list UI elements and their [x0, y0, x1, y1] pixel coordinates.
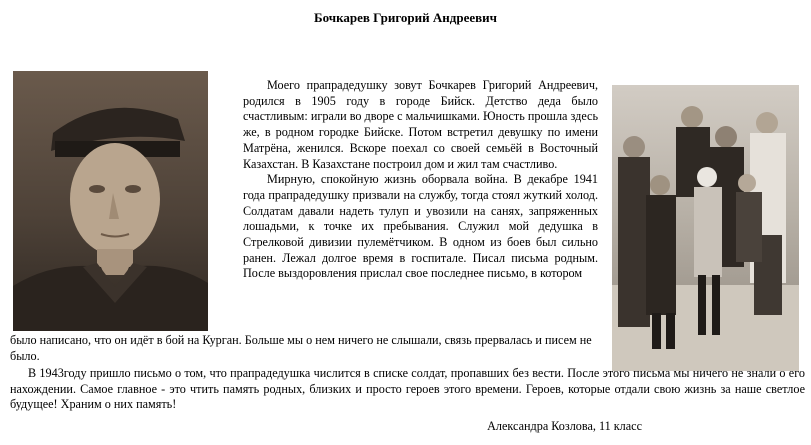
paragraph-war-continued: было написано, что он идёт в бой на Курган. Больше мы о нем ничего не слышали, связь прервалась и писем не было.	[10, 333, 592, 363]
author-signature: Александра Козлова, 11 класс	[487, 419, 642, 433]
document-title: Бочкарев Григорий Андреевич	[314, 10, 497, 25]
paragraph-childhood: Моего прапрадедушку зовут Бочкарев Григорий Андреевич, родился в 1905 году в городе Бийск. Детство деда было счастливым: играли во дворе с мальчишками. Юность прошла здесь же, в родном городке Бийске. Потом встретил девушку по имени Матрёна, женился. Вскоре поехал со своей семьёй в Восточный Казахстан. В Казахстане построил дом и жил там счастливо.	[243, 78, 598, 171]
paragraph-missing: В 1943году пришло письмо о том, что прапрадедушка числится в списке солдат, пропавших без вести. После этого письма мы ничего не знали о его нахождении. Самое главное - это чтить память родных, близких и просто героев этого времени. Героев, которые отдали свою жизнь за наше светлое будущее! Храним о них память!	[10, 366, 805, 412]
paragraph-war-continued-wrap	[10, 333, 598, 364]
paragraph-missing-wrap	[10, 366, 805, 413]
paragraph-war: Мирную, спокойную жизнь оборвала война. В декабре 1941 года прапрадедушку призвали на службу, тогда стоял жуткий холод. Солдатам давали надеть тулуп и увозили на санях, запряженных лошадьми, к точке их пребывания. Служил мой дедушка в Стрелковой дивизии пулемётчиком. В одном из боев был сильно ранен. Лежал долгое время в госпитале. Писал письма родным. После выздоровления прислал свое последнее письмо, в котором	[243, 172, 598, 281]
family-group-photo	[612, 85, 799, 371]
portrait-photo	[13, 71, 208, 331]
paragraphs-main	[243, 78, 598, 282]
